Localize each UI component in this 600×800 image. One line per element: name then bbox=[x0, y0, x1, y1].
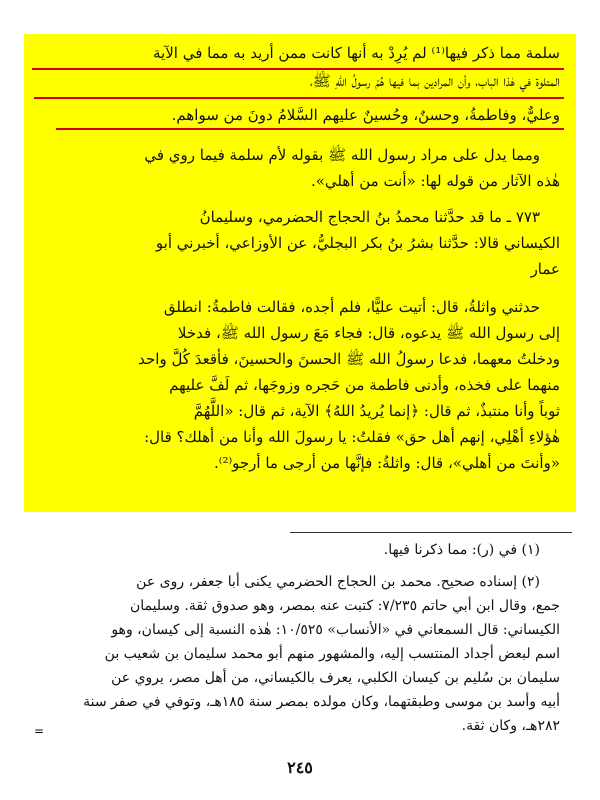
main-line: منهما على فخذه، وأدنى فاطمة من حَجره وزوجَها، ثم لَفَّ عليهم bbox=[169, 376, 560, 394]
footnote-line: ٢٨٢هـ، وكان ثقة. bbox=[461, 718, 560, 734]
main-line: سلمة مما ذكر فيها⁽¹⁾ لم يُرِدْ به أنها كانت ممن أريد به مما في الآية bbox=[153, 44, 560, 62]
page-number: ٢٤٥ bbox=[287, 758, 313, 777]
main-line: المتلوة في هٰذا الباب، وأن المرادين بما فيها هُمْ رسولُ اللهِ ﷺ، bbox=[309, 72, 560, 90]
main-line: عمار bbox=[530, 260, 560, 278]
footnote-line: سليمان بن سُليم بن كيسان الكلبي، يعرف بالكيساني، من أهل مصر، يروي عن bbox=[111, 670, 560, 686]
main-line: الكيساني قالا: حدَّثنا بشرُ بنُ بكر البجليُّ، عن الأوزاعي، أخبرني أبو bbox=[155, 234, 560, 252]
footnote-line: (١) في (ر): مما ذكرنا فيها. bbox=[383, 542, 540, 558]
footnote-line: اسم لبعض أجداد المنتسب إليه، والمشهور منهم أبو محمد سليمان بن شعيب بن bbox=[104, 646, 560, 662]
footnote-line: (٢) إسناده صحيح. محمد بن الحجاج الحضرمي يكنى أبا جعفر، روى عن bbox=[136, 574, 540, 590]
main-line: حدثني واثلةُ، قال: أتيت عليًّا، فلم أجده، فقالت فاطمةُ: انطلق bbox=[163, 298, 540, 316]
hadith-number-line: ٧٧٣ ـ ما قد حدَّثنا محمدُ بنُ الحجاج الحضرمي، وسليمانُ bbox=[199, 208, 540, 226]
main-line: ثوباً وأنا منتبذٌ، ثم قال: ﴿إنما يُريدُ اللهُ﴾ الآية، ثم قال: «اللَّهُمَّ bbox=[193, 402, 560, 420]
footnote-line: الكيساني: قال السمعاني في «الأنساب» ١٠/٥٢٥: هٰذه النسبة إلى كيسان، وهو bbox=[111, 622, 560, 638]
main-line: ومما يدل على مراد رسول الله ﷺ بقوله لأم سلمة فيما روي في bbox=[144, 146, 540, 164]
red-underline bbox=[34, 97, 564, 99]
main-line: هٰؤلاءِ أهْلِي، إنهم أهل حق» فقلتُ: يا رسولَ الله وأنا من أهلك؟ قال: bbox=[144, 428, 560, 446]
edge-mark: = bbox=[34, 724, 45, 738]
main-line: هٰذه الآثار من قوله لها: «أنت من أهلي». bbox=[310, 172, 560, 190]
footnote-separator bbox=[290, 532, 572, 533]
main-line: إلى رسول الله ﷺ يدعوه، قال: فجاء مَعَ رسول الله ﷺ، فدخلا bbox=[177, 324, 560, 342]
footnote-line: أبيه وأسد بن موسى وطبقتهما، وكان مولده بمصر سنة ١٨٥هـ، وتوفي في صفر سنة bbox=[83, 694, 560, 710]
main-line: ودخلتُ معهما، فدعا رسولُ الله ﷺ الحسنَ والحسينَ، فأقعدَ كُلَّ واحد bbox=[138, 350, 560, 368]
red-underline bbox=[56, 128, 564, 130]
main-line: «وأنتَ من أهلي»، قال: واثلةُ: فإنَّها من أرجى ما أرجو⁽²⁾. bbox=[214, 454, 560, 472]
footnote-line: جمع، وقال ابن أبي حاتم ٧/٢٣٥: كتبت عنه بمصر، وهو صدوق ثقة. وسليمان bbox=[129, 598, 560, 614]
main-line: وعليٌّ، وفاطمةُ، وحسنٌ، وحُسينٌ عليهم السَّلامُ دونَ من سواهم. bbox=[171, 106, 560, 124]
